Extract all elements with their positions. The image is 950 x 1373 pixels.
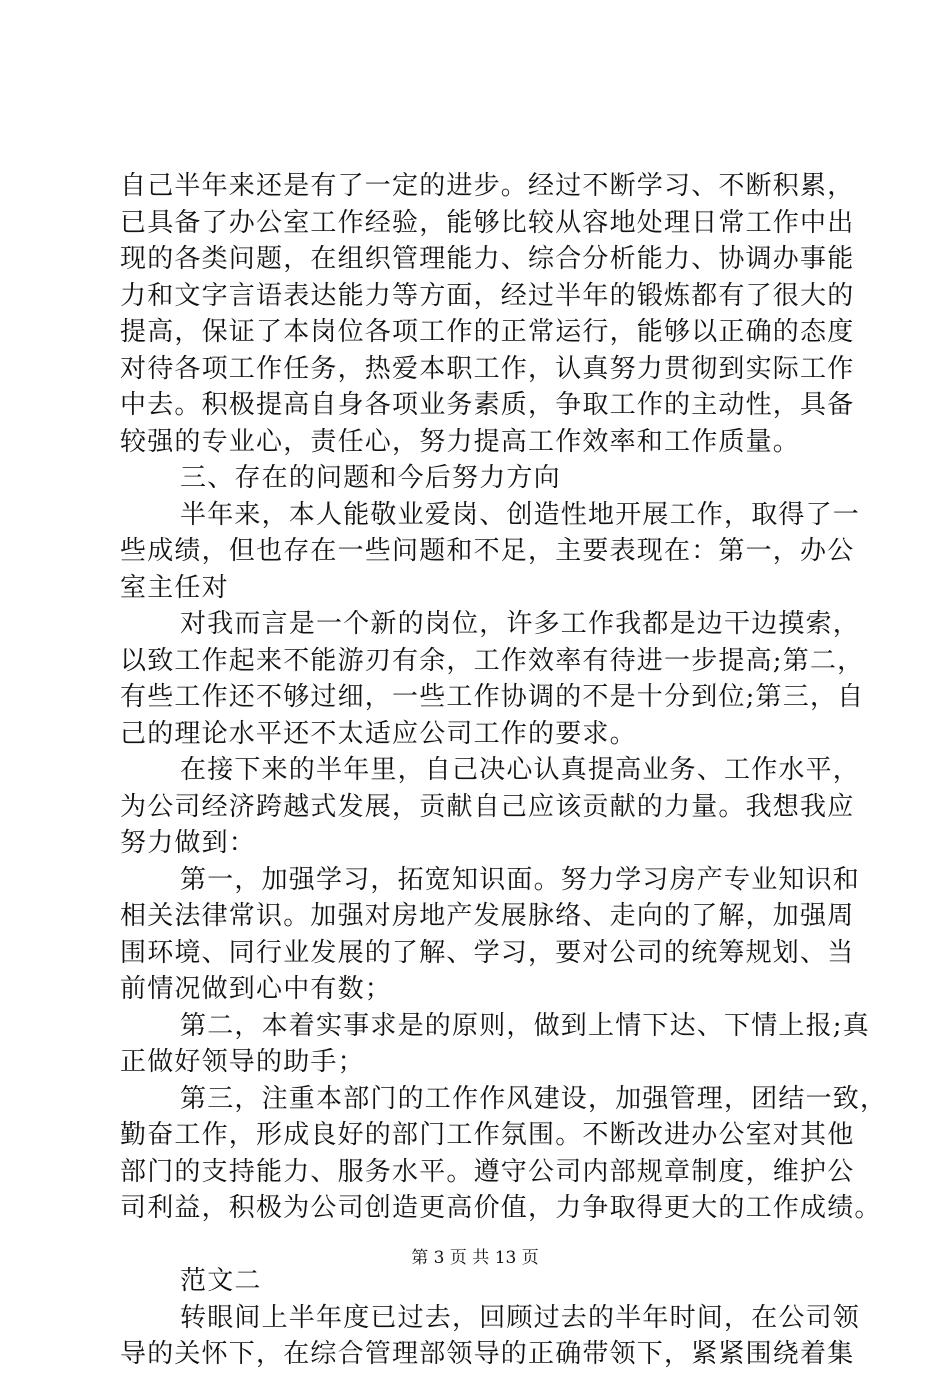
text-line: 有些工作还不够过细，一些工作协调的不是十分到位;第三，自 <box>120 682 865 712</box>
text-line: 第二，本着实事求是的原则，做到上情下达、下情上报;真 <box>180 1010 870 1041</box>
section-title: 范文二 <box>180 1266 262 1296</box>
text-line: 勤奋工作，形成良好的部门工作氛围。不断改进办公室对其他 <box>120 1120 855 1150</box>
text-line: 对我而言是一个新的岗位，许多工作我都是边干边摸索， <box>180 609 861 639</box>
page-number-footer: 第 3 页 共 13 页 <box>411 1248 539 1268</box>
section-heading: 三、存在的问题和今后努力方向 <box>180 463 561 493</box>
text-line: 提高，保证了本岗位各项工作的正常运行，能够以正确的态度 <box>120 317 855 347</box>
text-line: 室主任对 <box>120 572 229 603</box>
text-line: 半年来，本人能敬业爱岗、创造性地开展工作，取得了一 <box>180 499 861 530</box>
text-line: 正做好领导的助手； <box>120 1047 365 1077</box>
text-line: 围环境、同行业发展的了解、学习，要对公司的统筹规划、当 <box>120 937 855 968</box>
text-line: 转眼间上半年度已过去，回顾过去的半年时间，在公司领 <box>180 1302 861 1333</box>
text-line: 已具备了办公室工作经验，能够比较从容地处理日常工作中出 <box>120 207 855 238</box>
text-line: 己的理论水平还不太适应公司工作的要求。 <box>120 718 637 749</box>
text-line: 力和文字言语表达能力等方面，经过半年的锻炼都有了很大的 <box>120 280 855 311</box>
text-line: 在接下来的半年里，自己决心认真提高业务、工作水平， <box>180 755 861 785</box>
text-line: 些成绩，但也存在一些问题和不足，主要表现在：第一，办公 <box>120 536 855 566</box>
text-line: 前情况做到心中有数； <box>120 974 393 1004</box>
text-line: 对待各项工作任务，热爱本职工作，认真努力贯彻到实际工作 <box>120 353 855 384</box>
text-line: 努力做到： <box>120 828 257 858</box>
text-line: 相关法律常识。加强对房地产发展脉络、走向的了解，加强周 <box>120 901 855 931</box>
text-line: 部门的支持能力、服务水平。遵守公司内部规章制度，维护公 <box>120 1156 855 1187</box>
text-line: 现的各类问题，在组织管理能力、综合分析能力、协调办事能 <box>120 244 855 274</box>
text-line: 为公司经济跨越式发展，贡献自己应该贡献的力量。我想我应 <box>120 791 855 822</box>
text-line: 第三，注重本部门的工作作风建设，加强管理，团结一致， <box>180 1083 888 1114</box>
text-line: 导的关怀下，在综合管理部领导的正确带领下，紧紧围绕着集 <box>120 1339 855 1369</box>
text-line: 司利益，积极为公司创造更高价值，力争取得更大的工作成绩。 <box>120 1193 882 1223</box>
text-line: 自己半年来还是有了一定的进步。经过不断学习、不断积累， <box>120 171 855 201</box>
text-line: 中去。积极提高自身各项业务素质，争取工作的主动性，具备 <box>120 390 855 420</box>
document-body <box>120 168 888 1373</box>
text-line: 较强的专业心，责任心，努力提高工作效率和工作质量。 <box>120 426 801 457</box>
text-line: 第一，加强学习，拓宽知识面。努力学习房产专业知识和 <box>180 864 861 895</box>
text-line: 以致工作起来不能游刃有余，工作效率有待进一步提高;第二， <box>120 645 865 676</box>
